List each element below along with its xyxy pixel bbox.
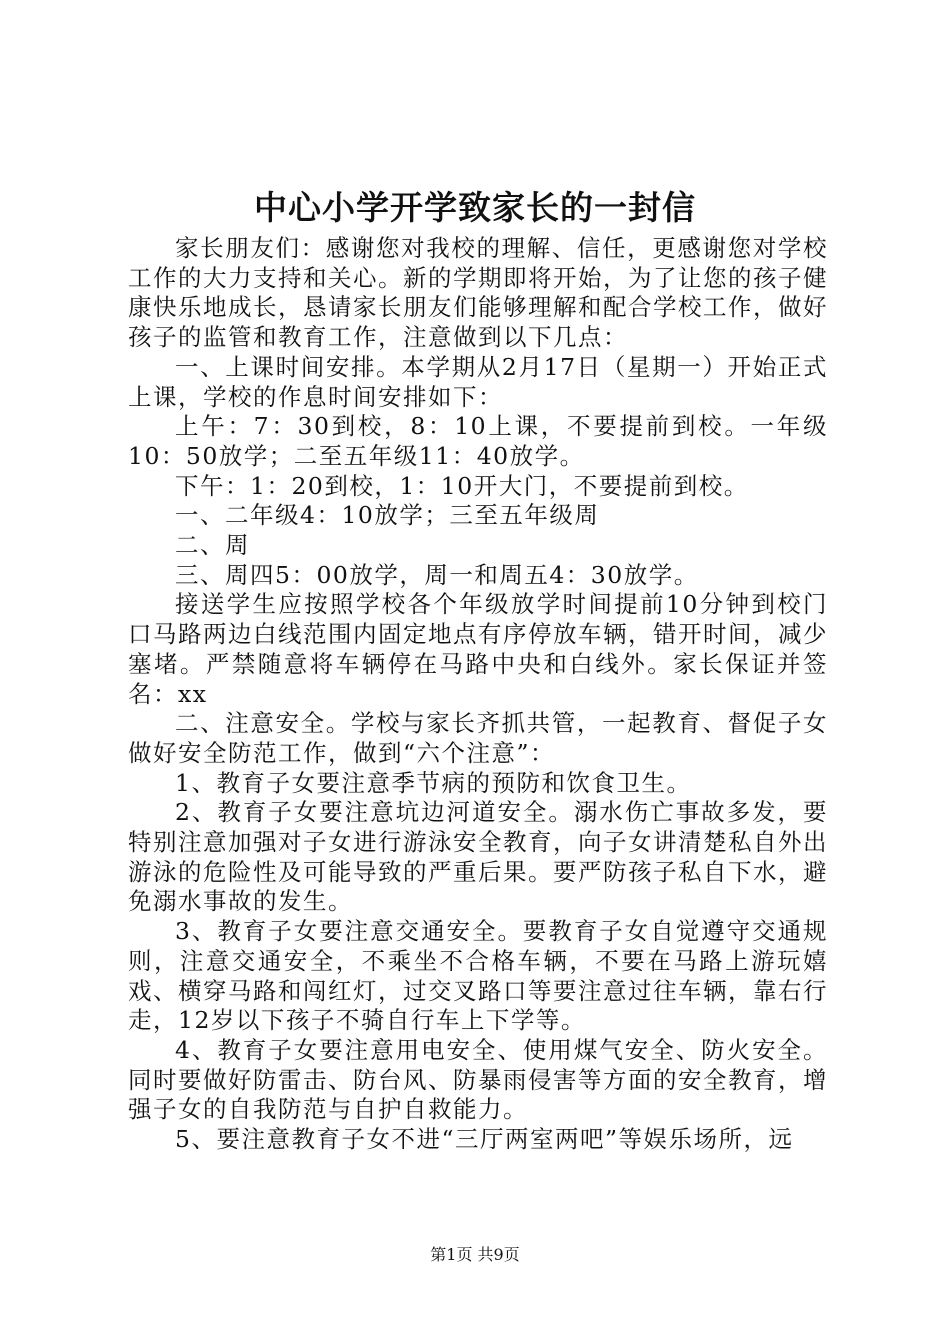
- paragraph-morning-schedule: 上午：7：30到校，8：10上课，不要提前到校。一年级10：50放学；二至五年级11：40放学。: [128, 412, 828, 470]
- paragraph-safety-item-5: 5、要注意教育子女不进“三厅两室两吧”等娱乐场所，远: [175, 1125, 794, 1154]
- document-title: 中心小学开学致家长的一封信: [254, 188, 696, 227]
- paragraph-safety-item-1: 1、教育子女要注意季节病的预防和饮食卫生。: [175, 768, 692, 797]
- paragraph-dismissal-2: 二、周: [175, 531, 250, 560]
- paragraph-safety-item-4: 4、教育子女要注意用电安全、使用煤气安全、防火安全。同时要做好防雷击、防台风、防暴雨侵害等方面的安全教育，增强子女的自我防范与自护自救能力。: [128, 1035, 828, 1124]
- paragraph-afternoon-schedule: 下午：1：20到校，1：10开大门，不要提前到校。: [175, 471, 749, 500]
- paragraph-pickup: 接送学生应按照学校各个年级放学时间提前10分钟到校门口马路两边白线范围内固定地点有序停放车辆，错开时间，减少塞堵。严禁随意将车辆停在马路中央和白线外。家长保证并签名：xx: [128, 590, 828, 708]
- paragraph-safety-item-2: 2、教育子女要注意坑边河道安全。溺水伤亡事故多发，要特别注意加强对子女进行游泳安全教育，向子女讲清楚私自外出游泳的危险性及可能导致的严重后果。要严防孩子私自下水，避免溺水事故的发生。: [128, 798, 828, 916]
- paragraph-dismissal-3: 三、周四5：00放学，周一和周五4：30放学。: [175, 560, 699, 589]
- paragraph-greeting: 家长朋友们：感谢您对我校的理解、信任，更感谢您对学校工作的大力支持和关心。新的学期即将开始，为了让您的孩子健康快乐地成长，恳请家长朋友们能够理解和配合学校工作，做好孩子的监管和教育工作，注意做到以下几点：: [128, 234, 828, 352]
- document-body: [128, 234, 828, 1155]
- page-number-footer: 第1页 共9页: [430, 1245, 520, 1264]
- paragraph-dismissal-1: 一、二年级4：10放学；三至五年级周: [175, 501, 600, 530]
- paragraph-safety-item-3: 3、教育子女要注意交通安全。要教育子女自觉遵守交通规则，注意交通安全，不乘坐不合格车辆，不要在马路上游玩嬉戏、横穿马路和闯红灯，过交叉路口等要注意过往车辆，靠右行走，12岁以下孩子不骑自行车上下学等。: [128, 917, 828, 1035]
- paragraph-safety-heading: 二、注意安全。学校与家长齐抓共管，一起教育、督促子女做好安全防范工作，做到“六个注意”：: [128, 709, 828, 767]
- paragraph-schedule-heading: 一、上课时间安排。本学期从2月17日（星期一）开始正式上课，学校的作息时间安排如下：: [128, 352, 828, 411]
